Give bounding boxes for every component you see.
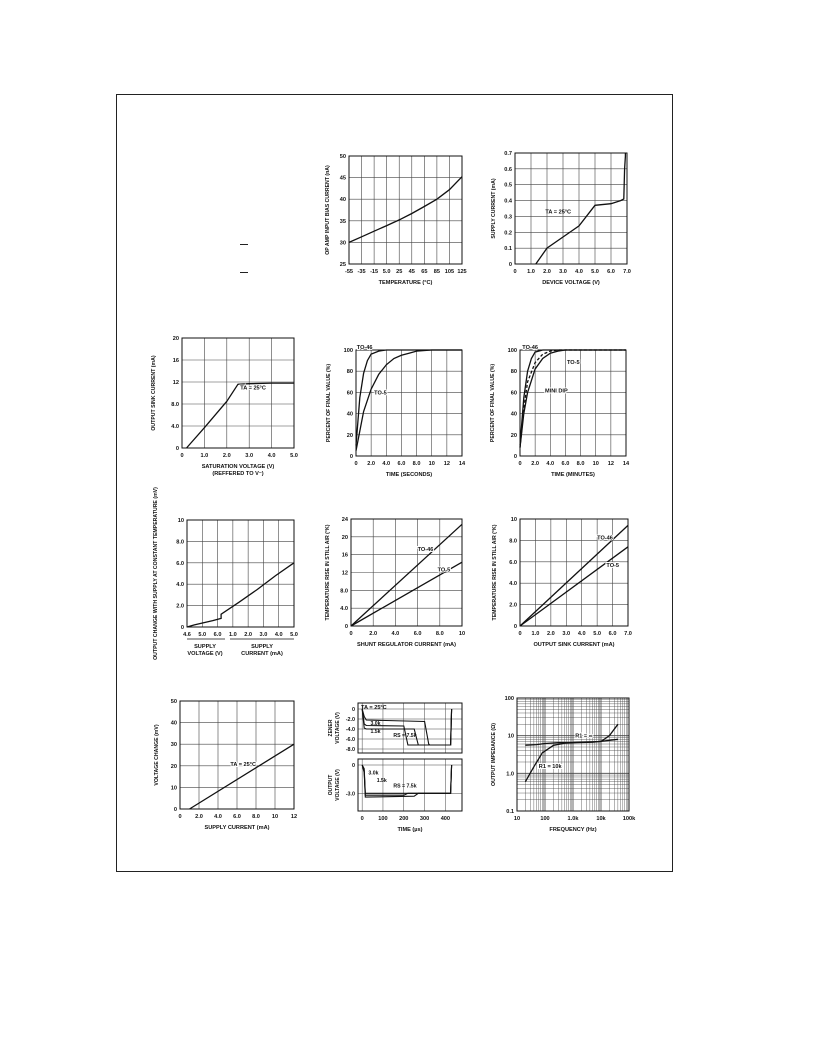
x-tick-label: 2.0 <box>546 631 555 637</box>
x-tick-label: 25 <box>396 269 403 275</box>
series-label-r1-inf: R1 = ∞ <box>575 733 593 740</box>
y-tick-label: 20 <box>341 534 348 541</box>
series-label-to5: TO-5 <box>606 563 620 570</box>
x-tick-label: 4.0 <box>575 269 583 275</box>
label-1k5-bottom: 1.5k <box>376 778 387 784</box>
x-tick-label: 7.0 <box>623 269 631 275</box>
series-line <box>351 524 462 626</box>
x-tick-label: 10 <box>428 461 435 467</box>
chart-response-minutes <box>484 345 644 485</box>
x-tick-label: 3.0 <box>562 631 571 637</box>
x-tick-label: 7.0 <box>624 631 632 637</box>
y-axis-label-bottom: VOLTAGE (V) <box>335 769 341 801</box>
x-axis-label: TEMPERATURE (°C) <box>378 280 433 286</box>
x-tick-label: 0 <box>360 816 364 822</box>
y-tick-label: 16 <box>341 552 348 559</box>
y-tick-label: 0 <box>352 763 355 769</box>
x-tick-label: 5.0 <box>290 632 298 638</box>
series-label-to5: TO-5 <box>437 567 451 574</box>
x-tick-label: 6.0 <box>413 631 422 637</box>
y-tick-label: 0 <box>180 625 184 631</box>
y-axis-label: OP AMP INPUT BIAS CURRENT (nA) <box>325 165 331 255</box>
x-tick-label: 14 <box>458 461 466 467</box>
series-line <box>362 709 451 745</box>
x-tick-label: 4.0 <box>546 461 555 467</box>
y-tick-label: 8.0 <box>340 588 348 595</box>
y-tick-label: 0 <box>508 262 512 268</box>
x-tick-label: 5.0 <box>198 632 207 638</box>
y-axis-label: PERCENT OF FINAL VALUE (%) <box>326 363 332 443</box>
label-1k5-top: 1.5k <box>370 729 381 735</box>
series-line <box>349 177 462 243</box>
y-tick-label: 4.0 <box>171 424 179 430</box>
series-label-to46: TO-46 <box>356 344 373 351</box>
annotation-ta: TA = 25°C <box>545 209 572 216</box>
x-tick-label: -55 <box>344 269 354 275</box>
y-tick-label: 0 <box>513 624 517 630</box>
y-tick-label: 0 <box>349 454 353 460</box>
y-tick-label: 0.6 <box>504 166 512 173</box>
y-tick-label: -6.0 <box>345 737 355 743</box>
x-tick-label: 8.0 <box>435 631 444 637</box>
chart-output-sink-current <box>138 330 310 480</box>
x-tick-label: 4.0 <box>267 453 276 459</box>
y-axis-label: TEMPERATURE RISE IN STILL AIR (°K) <box>492 524 498 621</box>
annotation-ta: TA = 25°C <box>230 761 257 768</box>
y-tick-label: 10 <box>510 517 517 523</box>
x-tick-label: 1.0 <box>228 632 237 638</box>
x-tick-label: 6.0 <box>561 461 570 467</box>
x-tick-label: -35 <box>357 269 366 275</box>
x-tick-label: 12 <box>290 814 298 820</box>
y-tick-label: 0 <box>173 807 177 813</box>
x-tick-label: 2.0 <box>543 269 551 275</box>
y-tick-label: -3.0 <box>345 791 355 798</box>
x-tick-label: 10 <box>271 814 279 820</box>
chart-output-change <box>138 487 310 667</box>
y-axis-label: TEMPERATURE RISE IN STILL AIR (°K) <box>325 524 331 621</box>
y-tick-label: 0 <box>513 454 517 460</box>
x-tick-label: 125 <box>457 269 467 275</box>
label-rs-bottom: RS = 7.5k <box>393 783 417 790</box>
y-tick-label: 50 <box>170 699 177 705</box>
x-tick-label: 85 <box>433 269 441 275</box>
y-tick-label: 0.7 <box>504 151 512 157</box>
y-tick-label: 60 <box>510 390 517 397</box>
y-tick-label: 16 <box>172 358 179 364</box>
x-tick-label: 0 <box>354 461 358 467</box>
x-tick-label: 1.0 <box>527 269 535 275</box>
y-tick-label: 100 <box>504 696 514 702</box>
x-tick-label: 2.0 <box>222 453 231 459</box>
x-tick-label: 100k <box>622 816 636 822</box>
series-label-to5: TO-5 <box>374 390 387 397</box>
x-tick-label: 6.0 <box>213 632 222 638</box>
series-line <box>187 383 295 448</box>
y-tick-label: 100 <box>507 348 517 354</box>
y-tick-label: 40 <box>346 411 353 418</box>
y-tick-label: -8.0 <box>345 747 355 753</box>
y-tick-label: 45 <box>339 175 346 182</box>
series-line <box>356 350 462 445</box>
label-rs-top: RS = 7.5k <box>393 733 417 739</box>
x-axis-label-right-1: SUPPLY <box>251 644 273 650</box>
x-tick-label: 8.0 <box>576 461 585 467</box>
y-tick-label: 40 <box>170 720 177 727</box>
chart-bias-current <box>318 148 478 288</box>
x-tick-label: 3.0 <box>559 269 567 275</box>
y-tick-label: 8.0 <box>171 402 179 408</box>
y-tick-label: 4.0 <box>340 606 348 613</box>
y-tick-label: 4.0 <box>176 582 184 589</box>
series-label-to46: TO-46 <box>522 344 539 351</box>
x-tick-label: 10k <box>596 816 606 822</box>
annotation-ta: TA = 25°C <box>240 385 266 392</box>
x-tick-label: 2.0 <box>195 814 203 820</box>
y-tick-label: 10 <box>177 518 184 524</box>
y-tick-label: 60 <box>346 390 353 397</box>
y-tick-label: 12 <box>172 380 179 386</box>
y-tick-label: 25 <box>339 262 346 268</box>
x-tick-label: 12 <box>443 461 450 467</box>
x-tick-label: 5.0 <box>593 631 602 637</box>
series-label-to46: TO-46 <box>597 535 613 542</box>
x-axis-label: TIME (SECONDS) <box>385 472 433 478</box>
x-tick-label: 4.0 <box>577 631 586 637</box>
y-tick-label: 10 <box>170 785 177 792</box>
y-tick-label: 0.1 <box>504 246 512 253</box>
x-tick-label: 100 <box>540 816 550 822</box>
margin-mark <box>240 244 248 245</box>
y-tick-label: 0.2 <box>504 230 512 237</box>
series-line <box>187 563 294 627</box>
x-tick-label: 4.0 <box>214 814 222 820</box>
x-axis-label-left-1: SUPPLY <box>194 644 216 650</box>
x-tick-label: 100 <box>378 816 388 822</box>
y-tick-label: 24 <box>341 517 348 523</box>
y-tick-label: 2.0 <box>176 603 184 610</box>
y-tick-label: 50 <box>339 154 346 160</box>
y-tick-label: 20 <box>346 432 353 439</box>
x-tick-label: 0 <box>518 461 522 467</box>
chart-response-seconds <box>318 345 478 485</box>
series-label-to46: TO-46 <box>417 547 434 554</box>
x-tick-label: -15 <box>370 269 379 275</box>
x-tick-label: 4.6 <box>183 632 191 638</box>
chart-temp-rise-sink <box>484 512 644 657</box>
y-tick-label: 30 <box>339 240 346 247</box>
series-label-minidip: MINI DIP <box>544 388 568 395</box>
x-axis-label: OUTPUT SINK CURRENT (mA) <box>533 642 615 648</box>
x-tick-label: 0 <box>178 814 182 820</box>
x-tick-label: 12 <box>607 461 614 467</box>
y-tick-label: 1.0 <box>506 771 514 778</box>
y-tick-label: 20 <box>510 432 517 439</box>
y-axis-label: VOLTAGE CHANGE (mV) <box>154 724 160 786</box>
series-line <box>520 547 628 626</box>
x-tick-label: 1.0 <box>200 453 209 459</box>
series-label-to5: TO-5 <box>566 359 580 366</box>
x-axis-label: TIME (MINUTES) <box>551 472 595 478</box>
x-tick-label: 5.0 <box>591 269 599 275</box>
x-tick-label: 10 <box>592 461 599 467</box>
x-axis-label: SHUNT REGULATOR CURRENT (mA) <box>357 642 456 648</box>
plot-border <box>520 350 626 456</box>
y-tick-label: 100 <box>343 348 353 354</box>
x-tick-label: 6.0 <box>608 631 617 637</box>
y-tick-label: 6.0 <box>509 559 517 566</box>
chart-supply-current <box>484 148 644 288</box>
y-axis-label: OUTPUT SINK CURRENT (mA) <box>151 355 157 431</box>
y-tick-label: 0 <box>344 624 348 630</box>
x-tick-label: 6.0 <box>607 269 615 275</box>
x-axis-label-right-2: CURRENT (mA) <box>241 651 283 657</box>
series-line <box>190 744 295 809</box>
y-tick-label: 40 <box>510 411 517 418</box>
x-tick-label: 4.0 <box>391 631 400 637</box>
y-axis-label-bottom: OUTPUT <box>328 774 334 796</box>
y-tick-label: 30 <box>170 742 177 749</box>
label-3k-top: 3.0k <box>370 721 381 727</box>
x-tick-label: 3.0 <box>259 632 268 638</box>
x-tick-label: 3.0 <box>245 453 254 459</box>
y-tick-label: -4.0 <box>345 727 355 733</box>
y-tick-label: 6.0 <box>176 560 184 567</box>
x-tick-label: 8.0 <box>412 461 421 467</box>
y-axis-label: OUTPUT IMPEDANCE (Ω) <box>491 723 497 786</box>
y-tick-label: 0.5 <box>504 182 512 189</box>
x-tick-label: 6.0 <box>397 461 406 467</box>
x-axis-label: DEVICE VOLTAGE (V) <box>542 280 600 286</box>
y-tick-label: 8.0 <box>509 538 517 545</box>
y-axis-label-top: VOLTAGE (V) <box>335 712 341 744</box>
y-tick-label: 35 <box>339 218 346 225</box>
margin-mark <box>240 272 248 273</box>
x-tick-label: 0 <box>518 631 522 637</box>
chart-output-impedance <box>484 690 644 840</box>
x-tick-label: 5.0 <box>290 453 298 459</box>
y-tick-label: 10 <box>507 733 514 740</box>
label-3k-bottom: 3.0k <box>368 770 379 777</box>
x-axis-label-sub: (REFFERED TO V⁻) <box>212 471 264 477</box>
x-axis-label: FREQUENCY (Hz) <box>549 827 597 833</box>
x-tick-label: 0 <box>349 631 353 637</box>
x-tick-label: 2.0 <box>244 632 253 638</box>
y-tick-label: 0.4 <box>504 198 512 205</box>
x-tick-label: 1.0 <box>531 631 540 637</box>
x-tick-label: 1.0k <box>567 816 579 822</box>
x-axis-label-left-2: VOLTAGE (V) <box>187 651 223 657</box>
y-tick-label: 8.0 <box>176 539 184 546</box>
series-label-r1-10k: R1 = 10k <box>538 763 562 770</box>
x-tick-label: 10 <box>458 631 466 637</box>
x-tick-label: 200 <box>399 816 409 822</box>
x-tick-label: 2.0 <box>531 461 540 467</box>
x-tick-label: 8.0 <box>252 814 260 820</box>
x-tick-label: 65 <box>421 269 428 275</box>
annotation-ta: TA = 25°C <box>361 705 387 711</box>
y-axis-label: SUPPLY CURRENT (mA) <box>491 178 497 239</box>
x-tick-label: 2.0 <box>369 631 378 637</box>
y-axis-label: OUTPUT CHANGE WITH SUPPLY AT CONSTANT TEMPERATURE (mV) <box>153 487 159 660</box>
x-tick-label: 300 <box>419 816 430 822</box>
x-axis-label: SATURATION VOLTAGE (V) <box>201 464 275 470</box>
y-tick-label: 80 <box>346 369 353 376</box>
x-tick-label: 45 <box>408 269 415 275</box>
y-tick-label: 12 <box>341 570 348 577</box>
y-tick-label: 2.0 <box>509 602 517 609</box>
x-tick-label: 0 <box>180 453 184 459</box>
x-axis-label: SUPPLY CURRENT (mA) <box>204 825 270 831</box>
x-tick-label: 10 <box>513 816 521 822</box>
x-tick-label: 4.0 <box>382 461 391 467</box>
y-tick-label: 20 <box>172 336 179 342</box>
y-tick-label: 0 <box>175 446 179 452</box>
x-tick-label: 14 <box>622 461 630 467</box>
x-tick-label: 0 <box>513 269 517 275</box>
series-line <box>356 350 462 451</box>
y-tick-label: 0.1 <box>506 809 514 815</box>
x-tick-label: 4.0 <box>274 632 283 638</box>
y-tick-label: 20 <box>170 763 177 770</box>
plot-border <box>182 338 294 448</box>
x-tick-label: 105 <box>444 269 455 275</box>
x-tick-label: 400 <box>440 816 451 822</box>
y-tick-label: -2.0 <box>345 717 355 723</box>
y-axis-label: PERCENT OF FINAL VALUE (%) <box>490 363 496 443</box>
y-tick-label: 40 <box>339 197 346 204</box>
y-axis-label-top: ZENER <box>328 719 334 737</box>
y-tick-label: 0.3 <box>504 214 512 221</box>
y-tick-label: 80 <box>510 369 517 376</box>
x-tick-label: 2.0 <box>367 461 376 467</box>
chart-transient <box>318 695 478 840</box>
plot-border <box>349 156 462 264</box>
x-tick-label: 6.0 <box>233 814 241 820</box>
plot-border <box>356 350 462 456</box>
y-tick-label: 4.0 <box>509 581 517 588</box>
chart-voltage-change <box>148 695 308 840</box>
y-tick-label: 0 <box>352 707 355 713</box>
x-tick-label: 5.0 <box>382 269 391 275</box>
x-axis-label: TIME (µs) <box>397 827 423 833</box>
chart-temp-rise-shunt <box>318 512 478 657</box>
